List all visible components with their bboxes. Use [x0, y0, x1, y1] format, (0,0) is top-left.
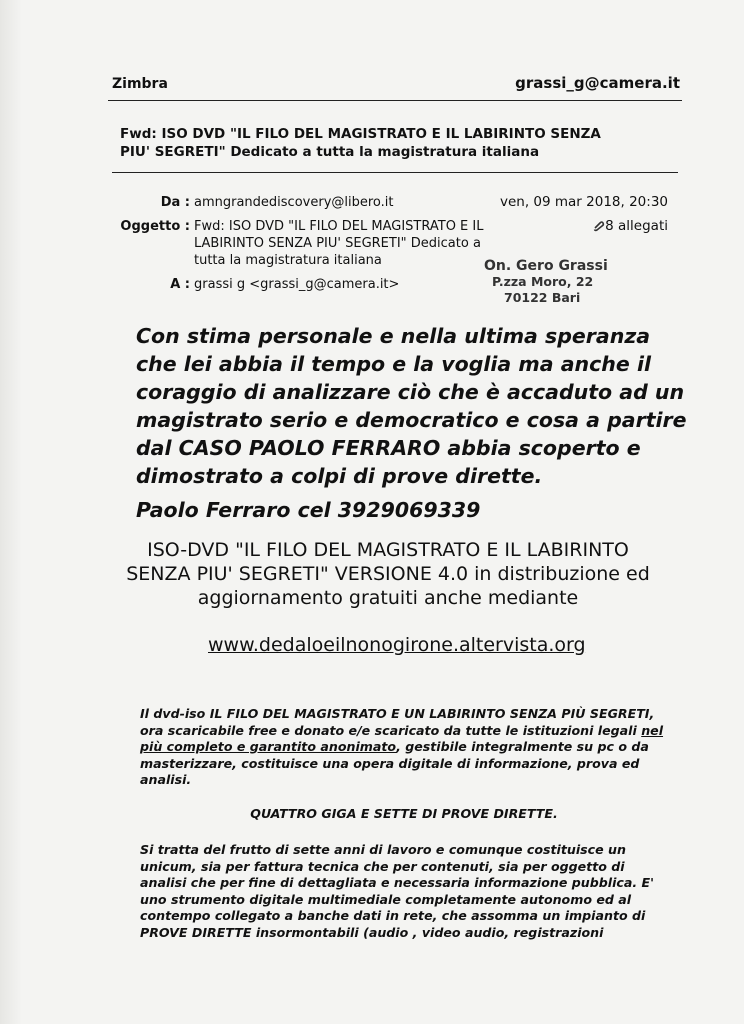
from-value[interactable]: amngrandediscovery@libero.it	[194, 195, 394, 210]
section-heading: QUATTRO GIGA E SETTE DI PROVE DIRETTE.	[250, 806, 558, 821]
to-label: A :	[170, 277, 190, 292]
page-title: Fwd: ISO DVD "IL FILO DEL MAGISTRATO E IL LABIRINTO SENZA PIU' SEGRETI" Dedicato a tutta la magistratura italiana	[120, 126, 601, 160]
attachments-count: 8 allegati	[605, 218, 668, 234]
subject-value: Fwd: ISO DVD "IL FILO DEL MAGISTRATO E IL LABIRINTO SENZA PIU' SEGRETI" Dedicato a tutta la magistratura italiana	[194, 219, 484, 268]
stamp-city: 70122 Bari	[504, 290, 581, 305]
address-stamp	[484, 258, 608, 306]
to-value[interactable]: grassi g <grassi_g@camera.it>	[194, 277, 400, 292]
user-email: grassi_g@camera.it	[515, 74, 680, 92]
detail-paragraph: Si tratta del frutto di sette anni di lavoro e comunque costituisce un unicum, sia per fattura tecnica che per contenuti, sia per oggetto di analisi che per fine di dettagliata e necessaria informazione pubblica. E' uno strumento digitale multimediale completamente autonomo ed al contempo collegato a banche dati in rete, che assomma un impianto di PROVE DIRETTE insormontabili (audio , video audio, registrazioni	[140, 842, 654, 940]
header-divider	[108, 100, 682, 101]
appeal-paragraph: Con stima personale e nella ultima speranza che lei abbia il tempo e la voglia ma anche il coraggio di analizzare ciò che è accaduto ad un magistrato serio e democratico e cosa a partire dal CASO PAOLO FERRARO abbia scoperto e dimostrato a colpi di prove dirette.	[136, 324, 687, 488]
title-divider	[112, 172, 678, 173]
iso-dvd-line: ISO-DVD "IL FILO DEL MAGISTRATO E IL LABIRINTO SENZA PIU' SEGRETI" VERSIONE 4.0 in distribuzione ed aggiornamento gratuiti anche mediante	[126, 539, 650, 609]
paperclip-icon	[593, 220, 605, 232]
appeal-text	[136, 322, 696, 490]
para1-start: Il dvd-iso IL FILO DEL MAGISTRATO E UN LABIRINTO SENZA PIÙ SEGRETI, ora scaricabile free e donato e/e scaricato da tutte le istituzioni legali	[140, 706, 655, 738]
para1-end: , gestibile integralmente su pc o da masterizzare, costituisce una opera digitale di informazione, prova ed analisi.	[140, 739, 649, 787]
app-name: Zimbra	[112, 76, 168, 92]
stamp-name: On. Gero Grassi	[484, 258, 608, 274]
description-paragraph	[140, 706, 668, 789]
subject-label: Oggetto :	[120, 219, 190, 234]
contact-line: Paolo Ferraro cel 3929069339	[136, 498, 481, 522]
website-link[interactable]: www.dedaloeilnonogirone.altervista.org	[208, 634, 586, 656]
from-label: Da :	[160, 195, 190, 210]
scan-edge	[0, 0, 22, 1024]
stamp-street: P.zza Moro, 22	[492, 274, 594, 289]
para1-underlined: nel più completo e garantito anonimato	[140, 722, 664, 754]
message-date: ven, 09 mar 2018, 20:30	[499, 194, 668, 210]
attachments[interactable]	[593, 218, 668, 235]
